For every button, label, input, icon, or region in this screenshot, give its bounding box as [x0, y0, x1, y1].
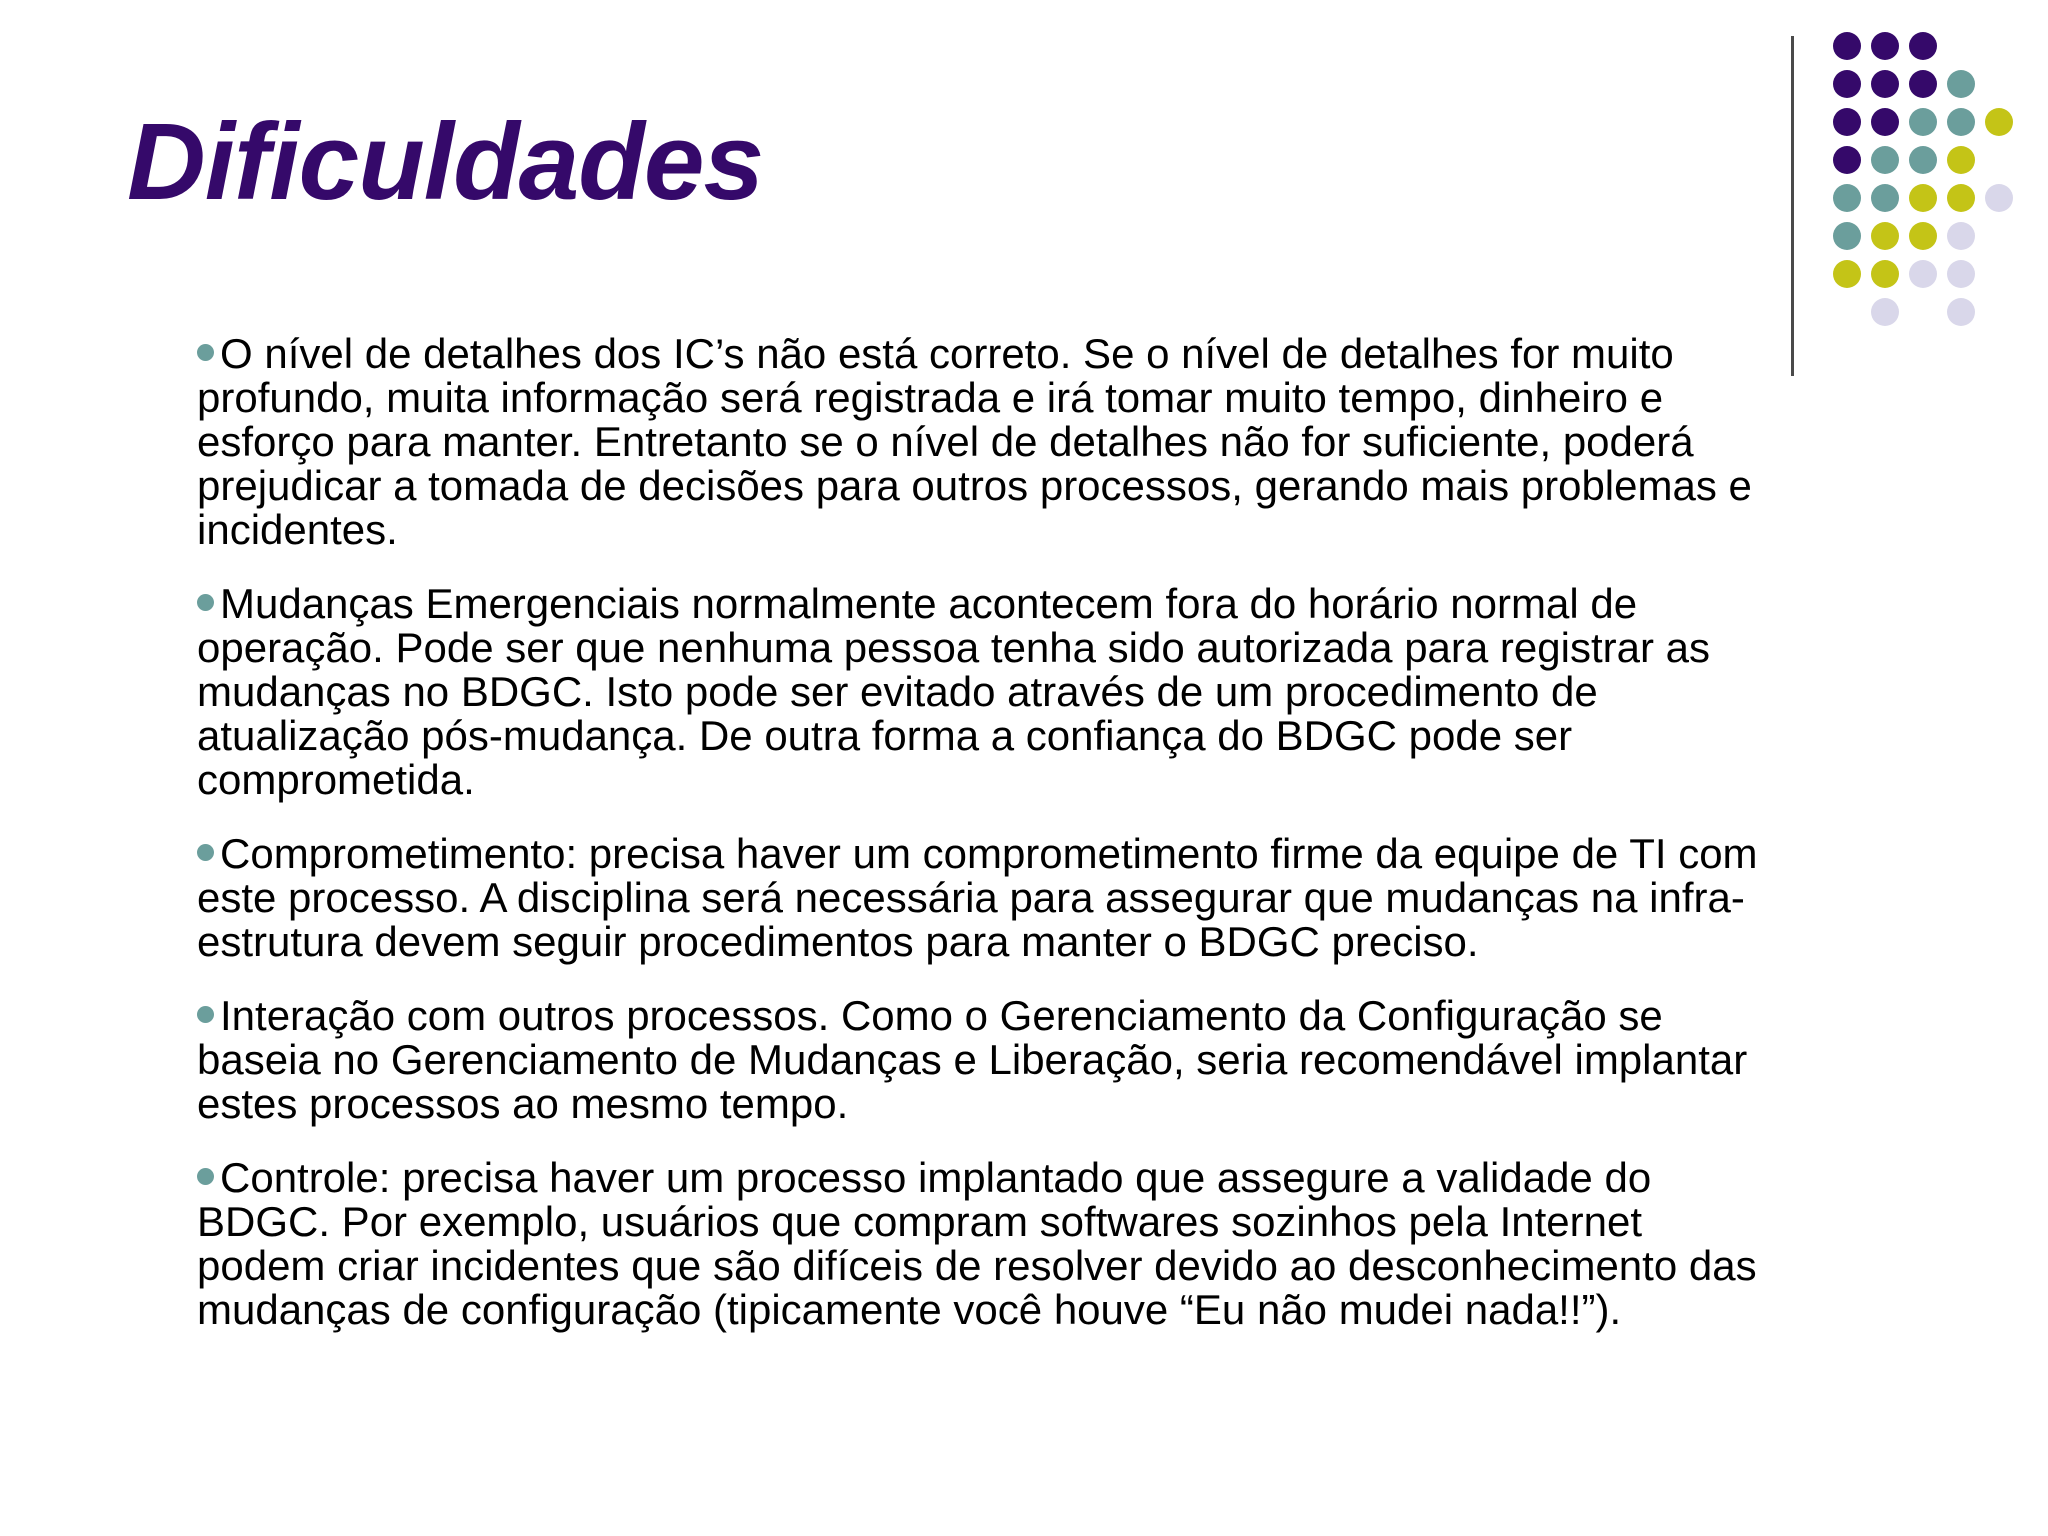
decorative-dot-teal [1833, 222, 1861, 250]
slide-title: Dificuldades [127, 101, 764, 223]
decorative-dot-yellow [1871, 222, 1899, 250]
bullet-item [197, 582, 1777, 802]
decorative-dot-yellow [1909, 184, 1937, 212]
bullet-dot-icon [197, 594, 214, 611]
decorative-dot-teal [1909, 146, 1937, 174]
bullet-text: Mudanças Emergenciais normalmente acontecem fora do horário normal de operação. Pode ser que nenhuma pessoa tenha sido autorizada para registrar as mudanças no BDGC. Isto pode ser evitado através de um procedimento de atualização pós-mudança. De outra forma a confiança do BDGC pode ser comprometida. [197, 580, 1710, 803]
decorative-dot-teal [1909, 108, 1937, 136]
decorative-dot-purple [1833, 32, 1861, 60]
decorative-dot-teal [1871, 184, 1899, 212]
decorative-dot-purple [1833, 70, 1861, 98]
decorative-dot-purple [1909, 32, 1937, 60]
decorative-dot-lavender [1871, 298, 1899, 326]
decorative-dot-purple [1871, 108, 1899, 136]
bullet-item [197, 332, 1777, 552]
decorative-dot-purple [1871, 32, 1899, 60]
decorative-dot-teal [1833, 184, 1861, 212]
bullet-text: Controle: precisa haver um processo implantado que assegure a validade do BDGC. Por exemplo, usuários que compram softwares sozinhos pela Internet podem criar incidentes que são difíceis de resolver devido ao desconhecimento das mudanças de configuração (tipicamente você houve “Eu não mudei nada!!”). [197, 1154, 1757, 1333]
decorative-dot-purple [1833, 108, 1861, 136]
decorative-dot-lavender [1947, 222, 1975, 250]
decorative-dot-yellow [1947, 184, 1975, 212]
decorative-dot-yellow [1909, 222, 1937, 250]
bullet-dot-icon [197, 1006, 214, 1023]
decorative-dot-teal [1947, 70, 1975, 98]
decorative-dot-lavender [1985, 184, 2013, 212]
decorative-dot-purple [1833, 146, 1861, 174]
bullet-list [197, 332, 1777, 1362]
decorative-dot-purple [1909, 70, 1937, 98]
decorative-dot-yellow [1833, 260, 1861, 288]
bullet-item [197, 1156, 1777, 1332]
bullet-dot-icon [197, 844, 214, 861]
decorative-dot-purple [1871, 70, 1899, 98]
bullet-text: Interação com outros processos. Como o Gerenciamento da Configuração se baseia no Gerenciamento de Mudanças e Liberação, seria recomendável implantar estes processos ao mesmo tempo. [197, 992, 1748, 1127]
bullet-dot-icon [197, 344, 214, 361]
decorative-dot-yellow [1871, 260, 1899, 288]
bullet-text: Comprometimento: precisa haver um comprometimento firme da equipe de TI com este processo. A disciplina será necessária para assegurar que mudanças na infra-estrutura devem seguir procedimentos para manter o BDGC preciso. [197, 830, 1758, 965]
decorative-dot-lavender [1909, 260, 1937, 288]
decorative-dot-lavender [1947, 260, 1975, 288]
decorative-dot-yellow [1947, 146, 1975, 174]
decorative-dot-lavender [1947, 298, 1975, 326]
decorative-dot-teal [1871, 146, 1899, 174]
bullet-item [197, 832, 1777, 964]
decorative-dot-teal [1947, 108, 1975, 136]
bullet-text: O nível de detalhes dos IC’s não está correto. Se o nível de detalhes for muito profundo, muita informação será registrada e irá tomar muito tempo, dinheiro e esforço para manter. Entretanto se o nível de detalhes não for suficiente, poderá prejudicar a tomada de decisões para outros processos, gerando mais problemas e incidentes. [197, 330, 1752, 553]
bullet-dot-icon [197, 1168, 214, 1185]
bullet-item [197, 994, 1777, 1126]
decorative-dot-yellow [1985, 108, 2013, 136]
